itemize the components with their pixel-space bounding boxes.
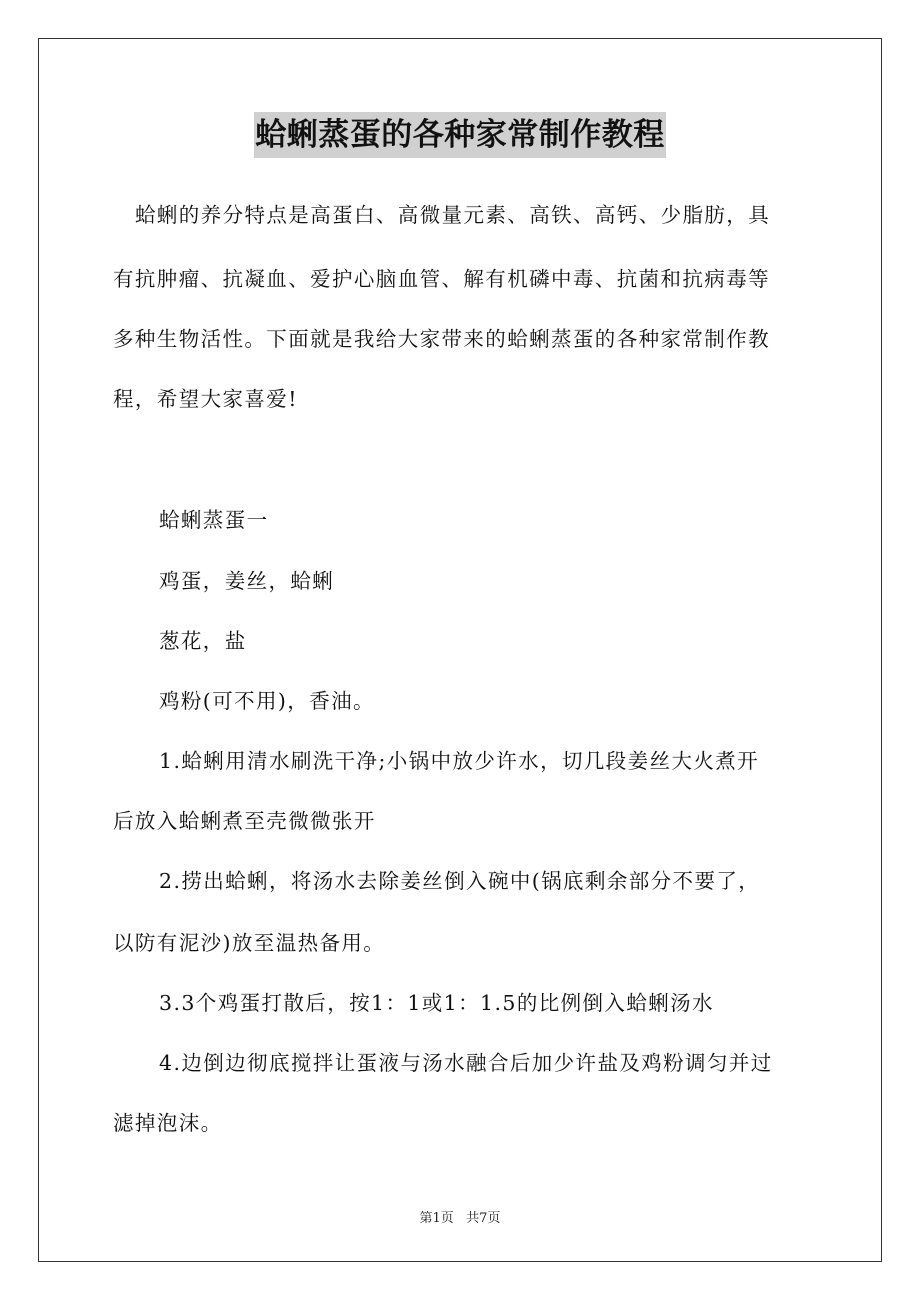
step-1-line-1: 1.蛤蜊用清水刷洗干净;小锅中放少许水，切几段姜丝大火煮开 bbox=[159, 749, 760, 773]
page-footer bbox=[0, 1207, 920, 1226]
page-number: 第1页 共7页 bbox=[419, 1211, 501, 1226]
section-heading: 蛤蜊蒸蛋一 bbox=[159, 508, 269, 532]
intro-line: 程，希望大家喜爱! bbox=[113, 387, 298, 411]
document-title: 蛤蜊蒸蛋的各种家常制作教程 bbox=[254, 112, 666, 158]
ingredient-line: 葱花，盐 bbox=[159, 629, 247, 653]
intro-line: 有抗肿瘤、抗凝血、爱护心脑血管、解有机磷中毒、抗菌和抗病毒等 bbox=[113, 267, 770, 291]
intro-line: 多种生物活性。下面就是我给大家带来的蛤蜊蒸蛋的各种家常制作教 bbox=[113, 327, 770, 351]
intro-line: 蛤蜊的养分特点是高蛋白、高微量元素、高铁、高钙、少脂肪，具 bbox=[135, 203, 771, 227]
step-1-line-2: 后放入蛤蜊煮至壳微微张开 bbox=[113, 809, 376, 833]
title-container bbox=[0, 112, 920, 158]
ingredient-line: 鸡粉(可不用)，香油。 bbox=[159, 689, 375, 713]
ingredient-line: 鸡蛋，姜丝，蛤蜊 bbox=[159, 569, 335, 593]
step-3-line-1: 3.3个鸡蛋打散后，按1：1或1：1.5的比例倒入蛤蜊汤水 bbox=[159, 991, 714, 1015]
step-2-line-2: 以防有泥沙)放至温热备用。 bbox=[113, 931, 386, 955]
step-2-line-1: 2.捞出蛤蜊，将汤水去除姜丝倒入碗中(锅底剩余部分不要了， bbox=[159, 869, 761, 893]
step-4-line-1: 4.边倒边彻底搅拌让蛋液与汤水融合后加少许盐及鸡粉调匀并过 bbox=[159, 1051, 773, 1075]
step-4-line-2: 滤掉泡沫。 bbox=[113, 1111, 223, 1135]
